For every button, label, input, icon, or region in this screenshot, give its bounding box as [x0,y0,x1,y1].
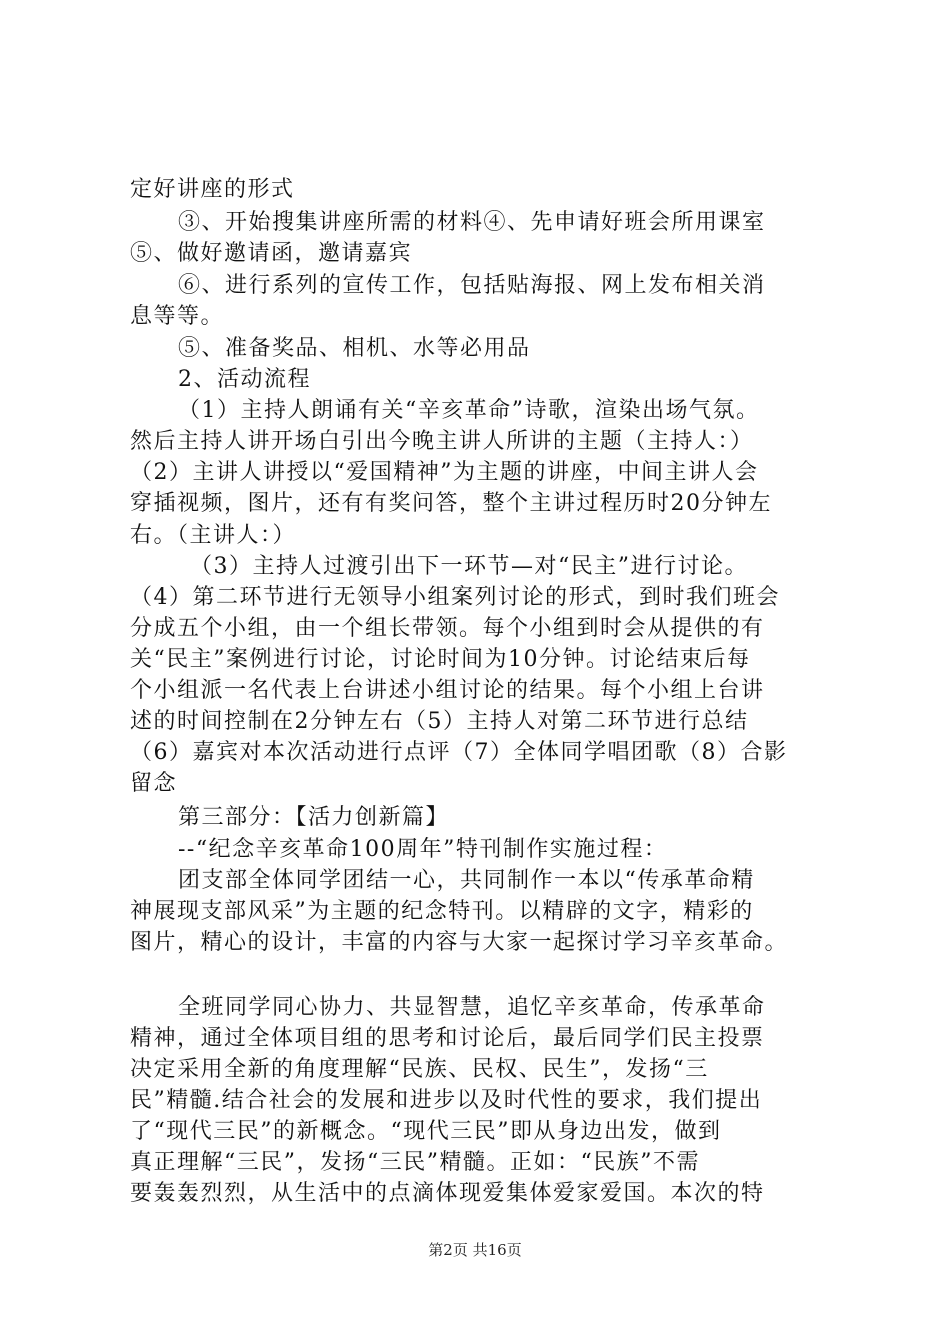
section-heading: 第三部分：【活力创新篇】 [178,805,450,830]
text-line: ③、开始搜集讲座所需的材料④、先申请好班会所用课室 [178,210,766,235]
text-line: 真正理解“三民”，发扬“三民”精髓。正如：“民族”不需 [130,1150,700,1175]
text-line: 个小组派一名代表上台讲述小组讨论的结果。每个小组上台讲 [130,678,765,703]
text-line: --“纪念辛亥革命100周年”特刊制作实施过程： [178,837,668,862]
text-line: 精神，通过全体项目组的思考和讨论后，最后同学们民主投票 [130,1026,765,1051]
text-line: 分成五个小组，由一个组长带领。每个小组到时会从提供的有 [130,616,765,641]
text-line: 右。（主讲人：） [130,523,297,548]
text-line: 息等等。 [130,304,225,329]
text-line: 述的时间控制在2分钟左右（5）主持人对第二环节进行总结 [130,709,749,734]
text-line: （3）主持人过渡引出下一环节—对“民主”进行讨论。 [190,554,748,579]
page-footer: 第2页 共16页 [428,1241,522,1259]
text-line: ⑥、进行系列的宣传工作，包括贴海报、网上发布相关消 [178,273,766,298]
text-line: 关“民主”案例进行讨论，讨论时间为10分钟。讨论结束后每 [130,647,751,672]
text-line: 穿插视频，图片，还有有奖问答，整个主讲过程历时20分钟左 [130,491,772,516]
text-line: 2、活动流程 [178,367,311,392]
text-line: 民”精髓.结合社会的发展和进步以及时代性的要求，我们提出 [130,1088,763,1113]
text-line: （1）主持人朗诵有关“辛亥革命”诗歌，渲染出场气氛。 [178,398,760,423]
text-line: 图片，精心的设计，丰富的内容与大家一起探讨学习辛亥革命。 [130,930,789,955]
text-line: 神展现支部风采”为主题的纪念特刊。以精辟的文字，精彩的 [130,899,754,924]
text-line: （6）嘉宾对本次活动进行点评（7）全体同学唱团歌（8）合影 [130,740,788,765]
text-line: （2）主讲人讲授以“爱国精神”为主题的讲座，中间主讲人会 [130,460,759,485]
text-line: （4）第二环节进行无领导小组案列讨论的形式，到时我们班会 [130,585,780,610]
text-line: 然后主持人讲开场白引出今晚主讲人所讲的主题（主持人：） [130,429,754,454]
text-line: 团支部全体同学团结一心，共同制作一本以“传承革命精 [178,868,755,893]
text-line: ⑤、准备奖品、相机、水等必用品 [178,336,531,361]
text-line: 定好讲座的形式 [130,177,295,202]
text-line: 了“现代三民”的新概念。“现代三民”即从身边出发，做到 [130,1119,722,1144]
text-line: 全班同学同心协力、共显智慧，追忆辛亥革命，传承革命 [178,995,766,1020]
text-line: ⑤、做好邀请函，邀请嘉宾 [130,241,413,266]
text-line: 留念 [130,771,178,796]
text-line: 决定采用全新的角度理解“民族、民权、民生”，发扬“三 [130,1057,709,1082]
text-line: 要轰轰烈烈，从生活中的点滴体现爱集体爱家爱国。本次的特 [130,1181,765,1206]
